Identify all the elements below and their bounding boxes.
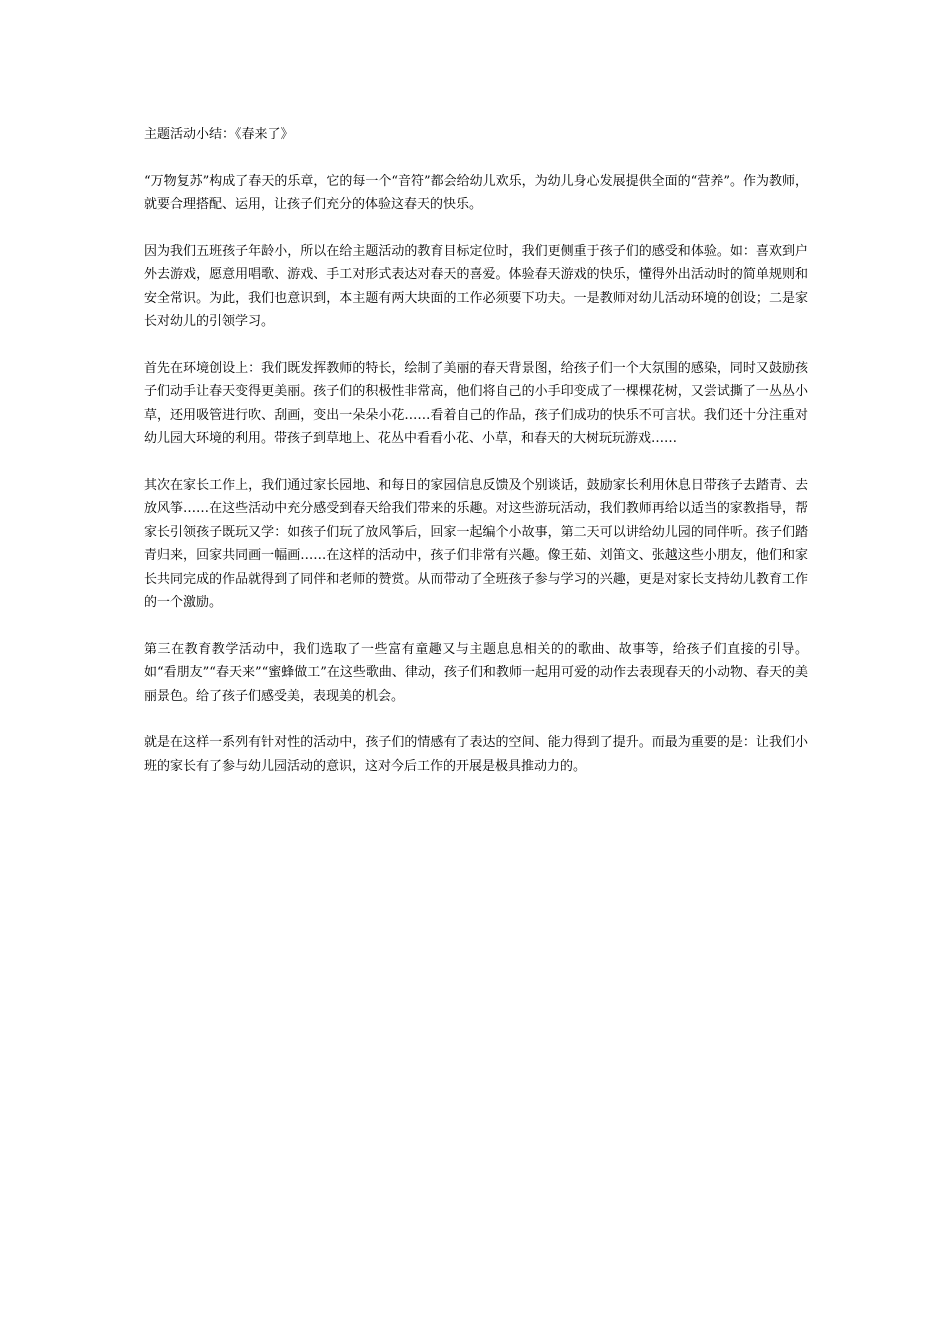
paragraph-parents: 其次在家长工作上，我们通过家长园地、和每日的家园信息反馈及个别谈话，鼓励家长利用休息日带孩子去踏青、去放风筝……在这些活动中充分感受到春天给我们带来的乐趣。对这些游玩活动，我们教师再给以适当的家教指导，帮家长引领孩子既玩又学：如孩子们玩了放风筝后，回家一起编个小故事，第二天可以讲给幼儿园的同伴听。孩子们踏青归来，回家共同画一幅画……在这样的活动中，孩子们非常有兴趣。像王茹、刘笛文、张越这些小朋友，他们和家长共同完成的作品就得到了同伴和老师的赞赏。从而带动了全班孩子参与学习的兴趣，更是对家长支持幼儿教育工作的一个激励。 [144, 477, 808, 610]
document-title: 主题活动小结：《春来了》 [144, 127, 294, 142]
paragraph-goals: 因为我们五班孩子年龄小，所以在给主题活动的教育目标定位时，我们更侧重于孩子们的感受和体验。如：喜欢到户外去游戏，愿意用唱歌、游戏、手工对形式表达对春天的喜爱。体验春天游戏的快乐，懂得外出活动时的简单规则和安全常识。为此，我们也意识到，本主题有两大块面的工作必须要下功夫。一是教师对幼儿活动环境的创设；二是家长对幼儿的引领学习。 [144, 243, 808, 329]
paragraph-environment: 首先在环境创设上：我们既发挥教师的特长，绘制了美丽的春天背景图，给孩子们一个大氛围的感染，同时又鼓励孩子们动手让春天变得更美丽。孩子们的积极性非常高，他们将自己的小手印变成了一棵棵花树，又尝试撕了一丛丛小草，还用吸管进行吹、刮画，变出一朵朵小花……看着自己的作品，孩子们成功的快乐不可言状。我们还十分注重对幼儿园大环境的利用。带孩子到草地上、花丛中看看小花、小草，和春天的大树玩玩游戏…… [144, 360, 808, 446]
paragraph-teaching: 第三在教育教学活动中，我们选取了一些富有童趣又与主题息息相关的的歌曲、故事等，给孩子们直接的引导。如“看朋友”“春天来”“蜜蜂做工”在这些歌曲、律动，孩子们和教师一起用可爱的动作去表现春天的小动物、春天的美丽景色。给了孩子们感受美，表现美的机会。 [144, 641, 808, 704]
paragraph-intro: “万物复苏”构成了春天的乐章，它的每一个“音符”都会给幼儿欢乐，为幼儿身心发展提供全面的“营养”。作为教师，就要合理搭配、运用，让孩子们充分的体验这春天的快乐。 [144, 173, 808, 212]
document-page [144, 123, 808, 801]
paragraph-conclusion: 就是在这样一系列有针对性的活动中，孩子们的情感有了表达的空间、能力得到了提升。而最为重要的是：让我们小班的家长有了参与幼儿园活动的意识，这对今后工作的开展是极具推动力的。 [144, 735, 808, 774]
